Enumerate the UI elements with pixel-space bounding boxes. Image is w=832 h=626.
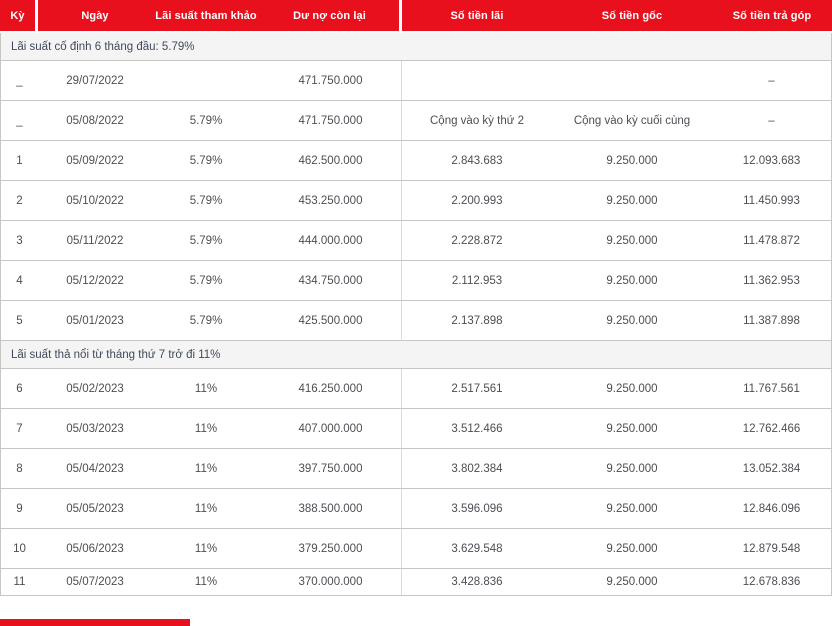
column-header-installment-amount: Số tiền trả góp	[712, 0, 832, 33]
table-cell: 2.843.683	[402, 141, 552, 181]
table-cell: 6	[0, 369, 38, 409]
table-cell: 11.478.872	[712, 221, 832, 261]
section-title: Lãi suất thả nổi từ tháng thứ 7 trở đi 11%	[0, 341, 832, 369]
table-cell	[152, 61, 260, 101]
table-cell: 5.79%	[152, 101, 260, 141]
table-cell: 05/09/2022	[38, 141, 152, 181]
table-cell: 05/01/2023	[38, 301, 152, 341]
table-cell	[552, 61, 712, 101]
table-cell: 11.387.898	[712, 301, 832, 341]
table-cell: 9.250.000	[552, 569, 712, 596]
table-cell: 11%	[152, 449, 260, 489]
table-cell: 2.112.953	[402, 261, 552, 301]
table-cell: 2	[0, 181, 38, 221]
table-cell: 2.228.872	[402, 221, 552, 261]
table-cell: 5.79%	[152, 181, 260, 221]
table-cell: 3.512.466	[402, 409, 552, 449]
table-cell: 9.250.000	[552, 181, 712, 221]
table-cell: 3.629.548	[402, 529, 552, 569]
table-cell: 416.250.000	[260, 369, 402, 409]
table-cell: 7	[0, 409, 38, 449]
table-cell: 3.802.384	[402, 449, 552, 489]
column-header-principal-amount: Số tiền gốc	[552, 0, 712, 33]
column-header-period: Kỳ	[0, 0, 38, 33]
table-cell: 2.137.898	[402, 301, 552, 341]
section-title: Lãi suất cố định 6 tháng đầu: 5.79%	[0, 33, 832, 61]
table-row	[0, 529, 832, 569]
table-cell: 9	[0, 489, 38, 529]
table-cell: 9.250.000	[552, 489, 712, 529]
table-cell: 05/08/2022	[38, 101, 152, 141]
table-row	[0, 181, 832, 221]
table-cell	[402, 61, 552, 101]
table-cell: 05/02/2023	[38, 369, 152, 409]
table-cell: 5.79%	[152, 141, 260, 181]
table-row	[0, 449, 832, 489]
table-cell: 3.428.836	[402, 569, 552, 596]
table-cell: 407.000.000	[260, 409, 402, 449]
table-cell: 11%	[152, 529, 260, 569]
table-row	[0, 61, 832, 101]
table-cell: 462.500.000	[260, 141, 402, 181]
table-cell: 5.79%	[152, 301, 260, 341]
table-cell: 12.762.466	[712, 409, 832, 449]
table-row	[0, 409, 832, 449]
table-cell: 11%	[152, 369, 260, 409]
table-row	[0, 221, 832, 261]
table-cell: 471.750.000	[260, 101, 402, 141]
table-row	[0, 369, 832, 409]
table-cell: 9.250.000	[552, 261, 712, 301]
table-cell: 2.200.993	[402, 181, 552, 221]
table-cell: 425.500.000	[260, 301, 402, 341]
table-cell: 11.450.993	[712, 181, 832, 221]
table-cell: 388.500.000	[260, 489, 402, 529]
table-cell: 3.596.096	[402, 489, 552, 529]
section-header-row	[0, 33, 832, 61]
column-header-remaining-balance: Dư nợ còn lại	[260, 0, 402, 33]
table-cell: 05/07/2023	[38, 569, 152, 596]
table-cell: 13.052.384	[712, 449, 832, 489]
table-cell: _	[0, 101, 38, 141]
table-cell: 4	[0, 261, 38, 301]
table-cell: 11%	[152, 569, 260, 596]
table-cell: 8	[0, 449, 38, 489]
table-cell: 453.250.000	[260, 181, 402, 221]
table-cell: 5.79%	[152, 261, 260, 301]
table-cell: 12.879.548	[712, 529, 832, 569]
table-row	[0, 301, 832, 341]
table-cell: 05/05/2023	[38, 489, 152, 529]
table-cell: 10	[0, 529, 38, 569]
table-cell: 11	[0, 569, 38, 596]
table-cell: 29/07/2022	[38, 61, 152, 101]
table-row	[0, 141, 832, 181]
table-cell: Cộng vào kỳ thứ 2	[402, 101, 552, 141]
table-cell: 5	[0, 301, 38, 341]
partially-visible-red-element	[0, 619, 190, 626]
table-cell: 11%	[152, 489, 260, 529]
table-cell: 9.250.000	[552, 141, 712, 181]
table-cell: 1	[0, 141, 38, 181]
table-cell: 12.846.096	[712, 489, 832, 529]
table-cell: 12.093.683	[712, 141, 832, 181]
table-cell: 05/10/2022	[38, 181, 152, 221]
table-cell: 05/11/2022	[38, 221, 152, 261]
table-cell: –	[712, 61, 832, 101]
table-cell: 05/12/2022	[38, 261, 152, 301]
table-header	[0, 0, 832, 33]
table-cell: 05/06/2023	[38, 529, 152, 569]
table-cell: 9.250.000	[552, 369, 712, 409]
table-cell: _	[0, 61, 38, 101]
table-cell: 9.250.000	[552, 221, 712, 261]
table-cell: 11%	[152, 409, 260, 449]
table-cell: 05/04/2023	[38, 449, 152, 489]
table-cell: 370.000.000	[260, 569, 402, 596]
column-header-date: Ngày	[38, 0, 152, 33]
table-cell: 5.79%	[152, 221, 260, 261]
table-cell: 3	[0, 221, 38, 261]
column-header-interest-amount: Số tiền lãi	[402, 0, 552, 33]
table-cell: 444.000.000	[260, 221, 402, 261]
table-cell: 9.250.000	[552, 529, 712, 569]
table-row	[0, 489, 832, 529]
table-row	[0, 569, 832, 596]
table-cell: 11.767.561	[712, 369, 832, 409]
table-row	[0, 261, 832, 301]
column-header-reference-rate: Lãi suất tham khảo	[152, 0, 260, 33]
table-body	[0, 33, 832, 596]
table-row	[0, 101, 832, 141]
table-cell: 11.362.953	[712, 261, 832, 301]
table-cell: 9.250.000	[552, 409, 712, 449]
table-cell: 12.678.836	[712, 569, 832, 596]
table-header-row	[0, 0, 832, 33]
table-cell: 471.750.000	[260, 61, 402, 101]
table-cell: 2.517.561	[402, 369, 552, 409]
table-cell: 397.750.000	[260, 449, 402, 489]
table-cell: 05/03/2023	[38, 409, 152, 449]
section-header-row	[0, 341, 832, 369]
table-cell: Cộng vào kỳ cuối cùng	[552, 101, 712, 141]
table-cell: –	[712, 101, 832, 141]
table-cell: 379.250.000	[260, 529, 402, 569]
table-cell: 9.250.000	[552, 449, 712, 489]
table-cell: 9.250.000	[552, 301, 712, 341]
table-cell: 434.750.000	[260, 261, 402, 301]
